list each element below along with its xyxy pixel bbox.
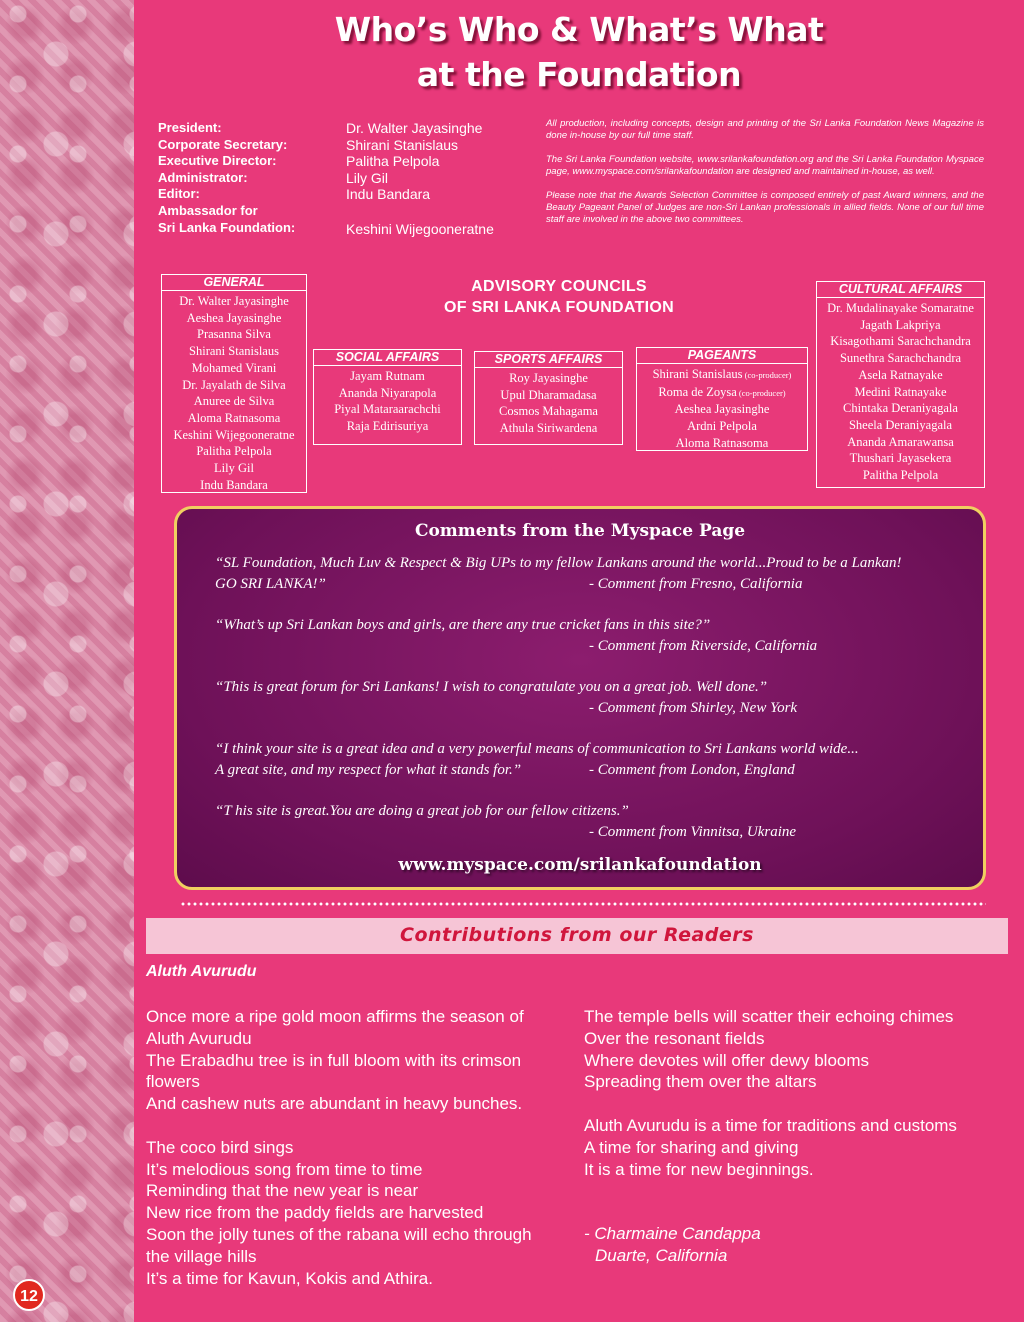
poem-stanza <box>146 1137 576 1290</box>
council-member: Aeshea Jayasinghe <box>674 402 770 417</box>
council-member: Chintaka Deraniyagala <box>843 401 958 416</box>
poem-line: Soon the jolly tunes of the rabana will echo through <box>146 1224 532 1244</box>
council-member: Kisagothami Sarachchandra <box>830 334 971 349</box>
role: Administrator: <box>158 169 248 185</box>
poem-author-location: Duarte, California <box>595 1246 728 1266</box>
council-member: Dr. Walter Jayasinghe <box>179 294 289 308</box>
comment-text: “What’s up Sri Lankan boys and girls, are there any true cricket fans in this site?” <box>215 617 711 633</box>
poem-line: Reminding that the new year is near <box>146 1181 419 1201</box>
poem-line: It is a time for new beginnings. <box>584 1159 814 1179</box>
poem-line: Aluth Avurudu <box>146 1028 252 1048</box>
poem-line: the village hills <box>146 1246 257 1266</box>
poem-line: It’s melodious song from time to time <box>146 1159 423 1179</box>
officer-name <box>346 203 494 220</box>
officer-name: Dr. Walter Jayasinghe <box>346 120 483 136</box>
officer-name: Keshini Wijegooneratne <box>346 220 494 237</box>
officer-name: Shirani Stanislaus <box>346 136 459 153</box>
council-member: Anuree de Silva <box>193 394 275 409</box>
council-member: Aloma Ratnasoma <box>187 410 281 425</box>
comments-heading: Comments from the Myspace Page <box>414 521 746 541</box>
poem-line: Spreading them over the altars <box>584 1072 817 1092</box>
comment <box>215 553 955 595</box>
poem-right-column <box>584 1006 1004 1267</box>
comment-text: “This is great forum for Sri Lankans! I wish to congratulate you on a great job. Well done.” <box>215 679 768 695</box>
myspace-url-link[interactable]: www.myspace.com/srilankafoundation <box>398 855 762 875</box>
poem-line: It’s a time for Kavun, Kokis and Athira. <box>146 1268 433 1288</box>
note: Please note that the Awards Selection Committee is composed entirely of past Award winners, and the Beauty Pageant Panel of Judges are non-Sri Lankan professionals in allied fields. None of our full time staff are involved in the above two committees. <box>546 190 984 225</box>
council-member: Shirani Stanislaus (co-producer) <box>652 367 792 381</box>
contributions-heading: Contributions from our Readers <box>400 924 754 946</box>
council-member: Sunethra Sarachchandra <box>839 351 962 366</box>
council-member: Jagath Lakpriya <box>860 317 941 332</box>
council-heading: CULTURAL AFFAIRS <box>817 282 984 298</box>
council-member: Indu Bandara <box>200 477 268 492</box>
comment-text: “T his site is great.You are doing a great job for our fellow citizens.” <box>215 803 629 819</box>
council-social-affairs <box>313 349 462 445</box>
comment-text: A great site, and my respect for what it stands for.” <box>215 762 522 778</box>
council-general <box>161 274 307 493</box>
council-member: Piyal Mataraarachchi <box>334 402 441 417</box>
comment-source: - Comment from Riverside, California <box>589 638 818 654</box>
comment-source: - Comment from Shirley, New York <box>589 700 798 716</box>
poem-line: Once more a ripe gold moon affirms the season of <box>146 1007 524 1026</box>
poem-line: The Erabadhu tree is in full bloom with its crimson <box>146 1050 522 1070</box>
role: Editor: <box>158 186 200 202</box>
council-member: Roma de Zoysa (co-producer) <box>658 384 786 399</box>
officer-name: Lily Gil <box>346 169 389 186</box>
council-member: Palitha Pelpola <box>196 444 272 459</box>
comment-text: “I think your site is a great idea and a very powerful means of communication to Sri Lankans world wide... <box>215 741 859 757</box>
council-member: Keshini Wijegooneratne <box>173 427 295 442</box>
comment-text: “SL Foundation, Much Luv & Respect & Big UPs to my fellow Lankans around the world...Proud to be a Lankan! <box>215 555 902 571</box>
myspace-comments-panel <box>174 506 986 890</box>
page-title-line2: at the Foundation <box>416 55 742 94</box>
officer-roles <box>158 120 295 236</box>
role: Ambassador for <box>158 202 258 218</box>
council-member: Ananda Amarawansa <box>847 434 954 449</box>
council-member: Aeshea Jayasinghe <box>186 310 282 325</box>
council-member: Ardni Pelpola <box>687 419 757 434</box>
poem-stanza <box>146 1006 576 1115</box>
poem-author: - Charmaine Candappa <box>584 1224 761 1244</box>
comment-source: - Comment from Fresno, California <box>589 576 803 592</box>
council-sports-affairs <box>474 351 623 445</box>
council-member: Lily Gil <box>214 461 254 476</box>
poem-line: Over the resonant fields <box>584 1028 765 1048</box>
council-member: Ananda Niyarapola <box>338 385 437 400</box>
council-member: Prasanna Silva <box>197 327 271 342</box>
officer-name: Indu Bandara <box>346 186 431 203</box>
member-role-note: (co-producer) <box>736 387 786 398</box>
role: Executive Director: <box>158 153 277 169</box>
comment <box>215 801 955 840</box>
council-member: Dr. Mudalinayake Somaratne <box>827 301 974 315</box>
council-member: Thushari Jayasekera <box>849 451 952 466</box>
production-notes <box>546 118 984 238</box>
poem-line: flowers <box>146 1072 200 1092</box>
council-heading: PAGEANTS <box>637 348 807 364</box>
advisory-title-line1: ADVISORY COUNCILS <box>471 278 647 295</box>
council-heading: SOCIAL AFFAIRS <box>314 350 461 366</box>
council-member: Upul Dharamadasa <box>500 387 597 402</box>
damask-sidebar <box>0 0 134 1322</box>
advisory-title-line2: OF SRI LANKA FOUNDATION <box>444 299 674 316</box>
poem-line: And cashew nuts are abundant in heavy bunches. <box>146 1094 523 1114</box>
advisory-councils-title <box>414 276 704 318</box>
page-number: 12 <box>13 1279 45 1311</box>
note: The Sri Lanka Foundation website, www.srilankafoundation.org and the Sri Lanka Foundation Myspace page, www.myspace.com/srilankafoundation are designed and maintained in-house, as well. <box>546 154 984 177</box>
comment-text: GO SRI LANKA!” <box>215 576 326 592</box>
member-role-note: (co-producer) <box>742 370 792 380</box>
comment <box>215 615 955 654</box>
contributions-banner <box>146 918 1008 954</box>
page-title-line1: Who’s Who & What’s What <box>334 10 824 49</box>
comment <box>215 739 955 781</box>
council-member: Jayam Rutnam <box>350 369 425 383</box>
role: Sri Lanka Foundation: <box>158 219 296 235</box>
officer-name: Palitha Pelpola <box>346 153 440 170</box>
comment-source: - Comment from Vinnitsa, Ukraine <box>589 824 797 840</box>
council-cultural-affairs <box>816 281 985 488</box>
poem-signature <box>584 1223 1004 1267</box>
council-member: Raja Edirisuriya <box>346 419 429 434</box>
comment-source: - Comment from London, England <box>589 762 795 778</box>
poem-line: Aluth Avurudu is a time for traditions and customs <box>584 1115 957 1135</box>
council-member: Asela Ratnayake <box>858 367 943 382</box>
officer-names <box>346 120 494 237</box>
poem-line: A time for sharing and giving <box>584 1137 799 1157</box>
council-member: Athula Siriwardena <box>499 421 598 436</box>
role: President: <box>158 120 222 135</box>
poem-line: New rice from the paddy fields are harvested <box>146 1203 484 1223</box>
council-member: Mohamed Virani <box>191 360 277 375</box>
poem-left-column <box>146 1006 576 1311</box>
council-heading: SPORTS AFFAIRS <box>475 352 622 368</box>
poem-line: The temple bells will scatter their echoing chimes <box>584 1007 954 1026</box>
comment <box>215 677 955 716</box>
council-pageants <box>636 347 808 451</box>
council-heading: GENERAL <box>162 275 306 291</box>
council-member: Cosmos Mahagama <box>499 404 598 419</box>
council-member: Roy Jayasinghe <box>509 371 588 385</box>
council-member: Palitha Pelpola <box>862 468 939 483</box>
dotted-divider <box>180 902 986 906</box>
council-member: Shirani Stanislaus <box>189 344 279 359</box>
role: Corporate Secretary: <box>158 136 288 152</box>
poem-line: The coco bird sings <box>146 1137 294 1157</box>
council-member: Aloma Ratnasoma <box>675 435 769 450</box>
poem-title: Aluth Avurudu <box>146 963 257 980</box>
poem-stanza <box>584 1006 1004 1093</box>
council-member: Dr. Jayalath de Silva <box>182 377 286 392</box>
council-member: Medini Ratnayake <box>854 384 947 399</box>
poem-stanza <box>584 1115 1004 1180</box>
poem-line: Where devotes will offer dewy blooms <box>584 1050 870 1070</box>
note: All production, including concepts, design and printing of the Sri Lanka Foundation News Magazine is done in-house by our full time staff. <box>546 118 984 141</box>
council-member: Sheela Deraniyagala <box>848 417 953 432</box>
